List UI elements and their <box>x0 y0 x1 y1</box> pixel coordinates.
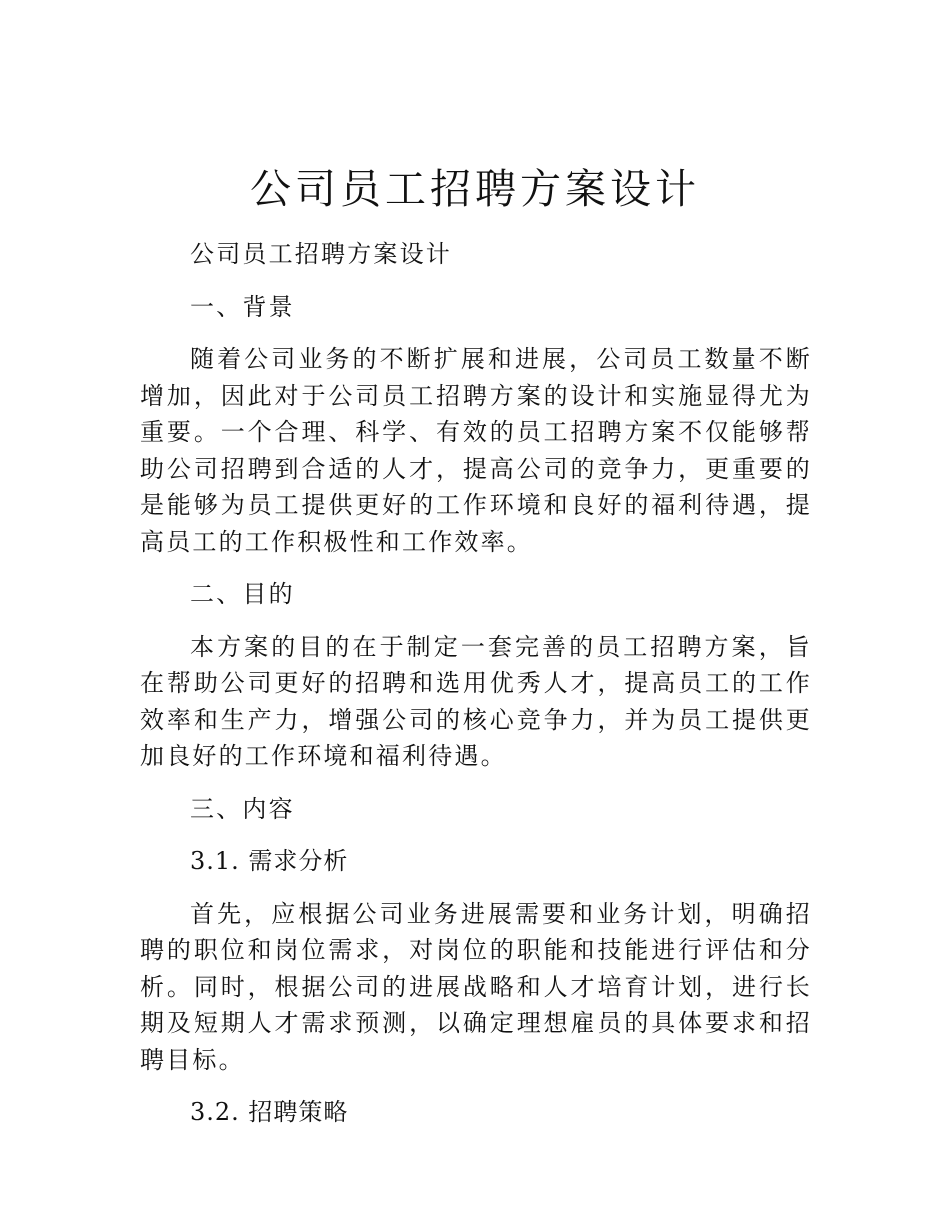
subsection-body-needs-analysis: 首先，应根据公司业务进展需要和业务计划，明确招聘的职位和岗位需求，对岗位的职能和技能进行评估和分析。同时，根据公司的进展战略和人才培育计划，进行长期及短期人才需求预测，以确定理想雇员的具体要求和招聘目标。 <box>140 899 812 1074</box>
section-body-background: 随着公司业务的不断扩展和进展，公司员工数量不断增加，因此对于公司员工招聘方案的设计和实施显得尤为重要。一个合理、科学、有效的员工招聘方案不仅能够帮助公司招聘到合适的人才，提高公司的竞争力，更重要的是能够为员工提供更好的工作环境和良好的福利待遇，提高员工的工作积极性和工作效率。 <box>140 345 812 556</box>
subsection-heading-recruiting-strategy: 3.2. 招聘策略 <box>190 1098 349 1126</box>
spacer <box>140 775 812 791</box>
section-heading-content: 三、内容 <box>190 794 295 823</box>
spacer <box>140 613 812 629</box>
document-subtitle: 公司员工招聘方案设计 <box>190 240 452 268</box>
spacer <box>140 560 812 576</box>
section-body-purpose: 本方案的目的在于制定一套完善的员工招聘方案，旨在帮助公司更好的招聘和选用优秀人才，提高员工的工作效率和生产力，增强公司的核心竞争力，并为员工提供更加良好的工作环境和福利待遇。 <box>140 632 812 770</box>
section-heading-purpose: 二、目的 <box>190 580 295 608</box>
spacer <box>140 1078 812 1094</box>
spacer <box>140 273 812 289</box>
spacer <box>140 827 812 843</box>
document-body <box>140 236 812 1131</box>
document-title: 公司员工招聘方案设计 <box>250 165 700 213</box>
spacer <box>140 325 812 341</box>
section-heading-background: 一、背景 <box>190 292 295 321</box>
spacer <box>140 880 812 896</box>
subsection-heading-needs-analysis: 3.1. 需求分析 <box>190 847 349 875</box>
